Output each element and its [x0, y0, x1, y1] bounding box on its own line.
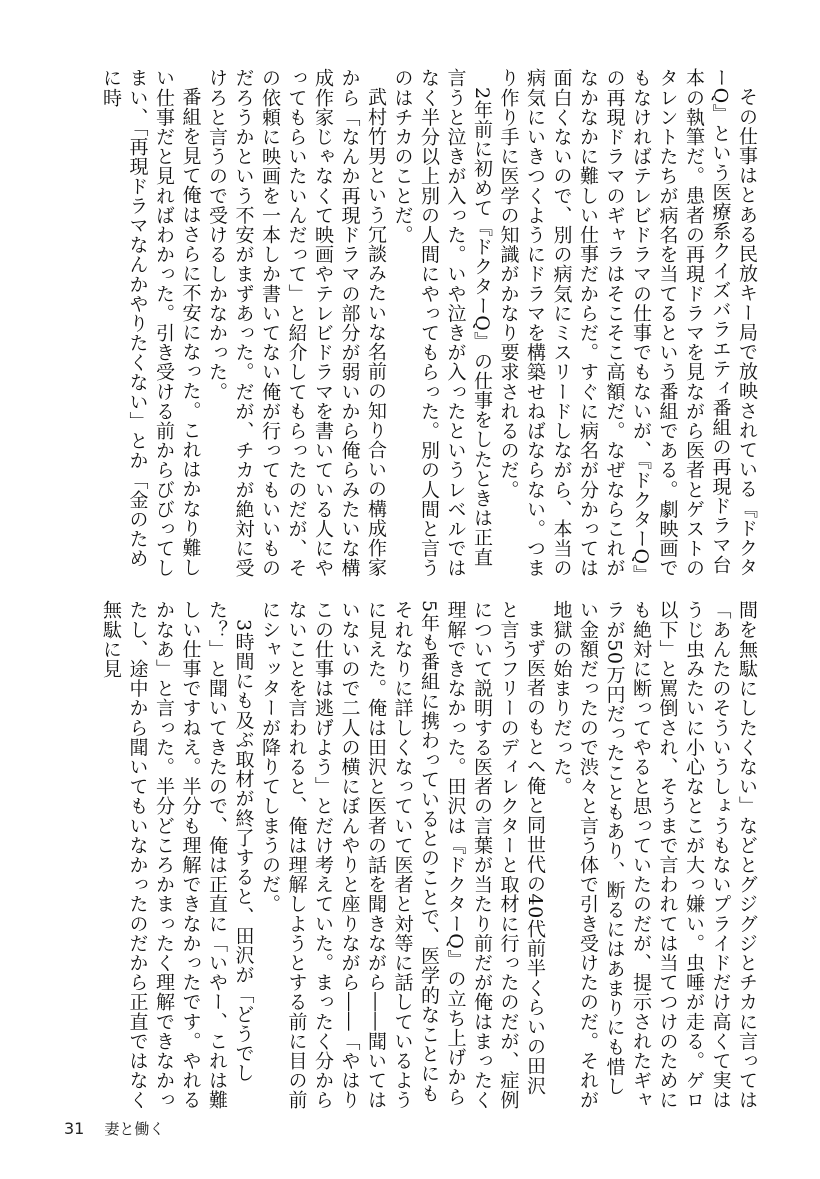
running-title: 妻と働く	[104, 1120, 165, 1138]
paragraph: 間を無駄にしたくない」などとグジグジとチカに言っては「あんたのそういうしょうもないプライドだけ高くて実はうじ虫みたいに小心なとこが大っ嫌い。虫唾が走る。ゲロ以下」と罵倒され、そうまで言われては当てつけのためにも絶対に断ってやると思っていたのだが、提示されたギャラが50万円だったこともあり、断るにはあまりにも惜しい金額だったので渋々と言う体で引き受けたのだ。それが地獄の始まりだった。	[550, 600, 758, 1110]
paragraph: 2年前に初めて『ドクターQ』の仕事をしたときは正直言うと泣きが入った。いや泣きが入ったというレベルではなく半分以上別の人間にやってもらった。別の人間と言うのはチカのことだ。	[391, 68, 493, 578]
page-number: 31	[64, 1119, 85, 1138]
paragraph: まず医者のもとへ俺と同世代の40代前半くらいの田沢と言うフリーのディレクターと取材に行ったのだが、症例について説明する医者の言葉が当たり前だが俺はまったく理解できなかった。田沢は『ドクターQ』の立ち上げから5年も番組に携わっているとのことで、医学的なことにもそれなりに詳しくなっていて医者と対等に話しているように見えた。俺は田沢と医者の話を聞きながら――聞いてはいないので二人の横にぼんやりと座りながら――「やはりこの仕事は逃げよう」とだけ考えていた。まったく分からないことを言われると、俺は理解しようとする前に目の前にシャッターが降りてしまうのだ。	[259, 600, 546, 1110]
text-block-upper	[60, 68, 760, 578]
paragraph: 武村竹男という冗談みたいな名前の知り合いの構成作家から「なんか再現ドラマの部分が弱いから俺らみたいな構成作家じゃなくて映画やテレビドラマを書いている人にやってもらいたいんだって」と紹介してもらったのだが、その依頼に映画を一本しか書いてない俺が行ってもいいものだろうかという不安がまずあった。だが、チカが絶対に受けろと言うので受けるしかなかった。	[206, 68, 387, 578]
paragraph: 番組を見て俺はさらに不安になった。これはかなり難しい仕事だと見ればわかった。引き受ける前からびびってしまい、「再現ドラマなんかやりたくない」とか「金のために時	[100, 68, 202, 578]
text-block-lower	[60, 600, 760, 1110]
page-footer	[64, 1118, 164, 1139]
paragraph: 3時間にも及ぶ取材が終了すると、田沢が「どうでした？」と聞いてきたので、俺は正直に「いやー、これは難しい仕事ですねえ。半分も理解できなかったです。やれるかなあ」と言った。半分どころかまったく理解できなかったし、途中から聞いてもいなかったのだから正直ではなく無駄に見	[100, 600, 255, 1110]
paragraph: その仕事はとある民放キー局で放映されている『ドクターQ』という医療系クイズバラエティ番組の再現ドラマ台本の執筆だ。患者の再現ドラマを見ながら医者とゲストのタレントたちが病名を当てるという番組である。劇映画でもなければテレビドラマの仕事でもないが、『ドクターQ』の再現ドラマのギャラはそこそこ高額だ。なぜならこれがなかなかに難しい仕事だからだ。すぐに病名が分かっては面白くないので、別の病気にミスリードしながら、本当の病気にいきつくようにドラマを構築せねばならない。つまり作り手に医学の知識がかなり要求されるのだ。	[497, 68, 758, 578]
